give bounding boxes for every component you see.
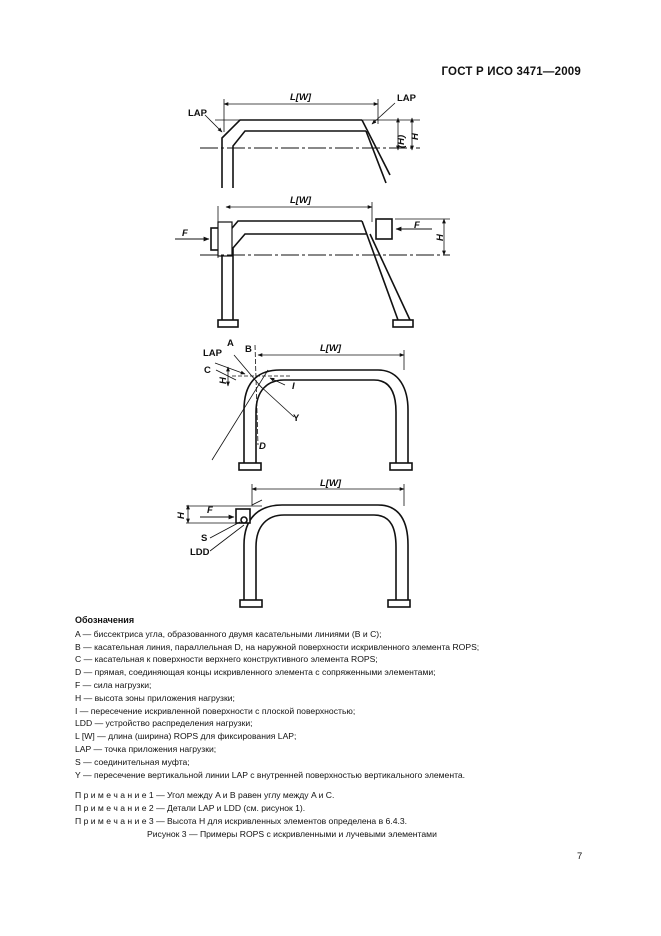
legend-item: C — касательная к поверхности верхнего конструктивного элемента ROPS; <box>75 654 378 665</box>
label-a: A <box>227 338 234 349</box>
label-y: Y <box>293 413 300 424</box>
legend-item: H — высота зоны приложения нагрузки; <box>75 692 235 703</box>
notes <box>75 789 407 827</box>
legend-item: A — биссектриса угла, образованного двумя касательными линиями (B и C); <box>75 628 382 639</box>
label-h-4: H <box>176 512 187 519</box>
label-c: C <box>204 365 211 376</box>
label-f-4: F <box>207 505 213 516</box>
label-b: B <box>245 344 252 355</box>
label-h-2: H <box>435 234 446 241</box>
label-lw-1: L[W] <box>290 92 312 103</box>
label-lw-3: L[W] <box>320 343 342 354</box>
legend-item: D — прямая, соединяющая концы искривленного элемента с сопряженными элементами; <box>75 667 436 678</box>
legend-title: Обозначения <box>75 615 135 625</box>
drawing-2-frame-with-load <box>175 202 450 327</box>
legend-item: LDD — устройство распределения нагрузки; <box>75 718 253 729</box>
legend-item: F — сила нагрузки; <box>75 679 152 690</box>
label-lw-2: L[W] <box>290 195 312 206</box>
label-s: S <box>201 533 208 544</box>
label-lap-3: LAP <box>203 348 222 359</box>
label-lap-1: LAP <box>188 108 207 119</box>
drawing-3-curved-frame <box>212 345 412 470</box>
label-hs-1: (H) <box>396 134 407 148</box>
drawing-4-curved-frame-with-load <box>186 484 410 607</box>
label-d: D <box>259 441 266 452</box>
label-lap-2: LAP <box>397 93 416 104</box>
legend-item: LAP — точка приложения нагрузки; <box>75 743 217 754</box>
legend-item: S — соединительная муфта; <box>75 756 190 767</box>
legend-item: Y — пересечение вертикальной линии LAP с внутренней поверхностью вертикального элемента. <box>75 769 466 780</box>
document-header: ГОСТ Р ИСО 3471—2009 <box>441 66 581 78</box>
legend-item: L [W] — длина (ширина) ROPS для фиксирования LAP; <box>75 731 297 742</box>
label-f-2b: F <box>414 220 420 231</box>
legend <box>75 614 595 781</box>
label-h-3: H <box>218 377 229 384</box>
note-3: П р и м е ч а н и е 3 — Высота H для искривленных элементов определена в 6.4.3. <box>75 815 408 826</box>
figure-caption: Рисунок 3 — Примеры ROPS с искривленными и лучевыми элементами <box>147 829 437 839</box>
drawing-1-partial-frame <box>200 99 420 188</box>
label-h-1: H <box>410 133 421 140</box>
note-2: П р и м е ч а н и е 2 — Детали LAP и LDD (см. рисунок 1). <box>75 802 306 813</box>
label-ldd: LDD <box>190 547 210 558</box>
label-i: I <box>292 381 295 392</box>
legend-item: I — пересечение искривленной поверхности с плоской поверхностью; <box>75 705 356 716</box>
label-f-2a: F <box>182 228 188 239</box>
note-1: П р и м е ч а н и е 1 — Угол между A и B равен углу между A и C. <box>75 790 335 800</box>
label-lw-4: L[W] <box>320 478 342 489</box>
legend-item: B — касательная линия, параллельная D, на наружной поверхности искривленного элемента ROPS; <box>75 641 480 652</box>
page-number: 7 <box>577 851 583 862</box>
